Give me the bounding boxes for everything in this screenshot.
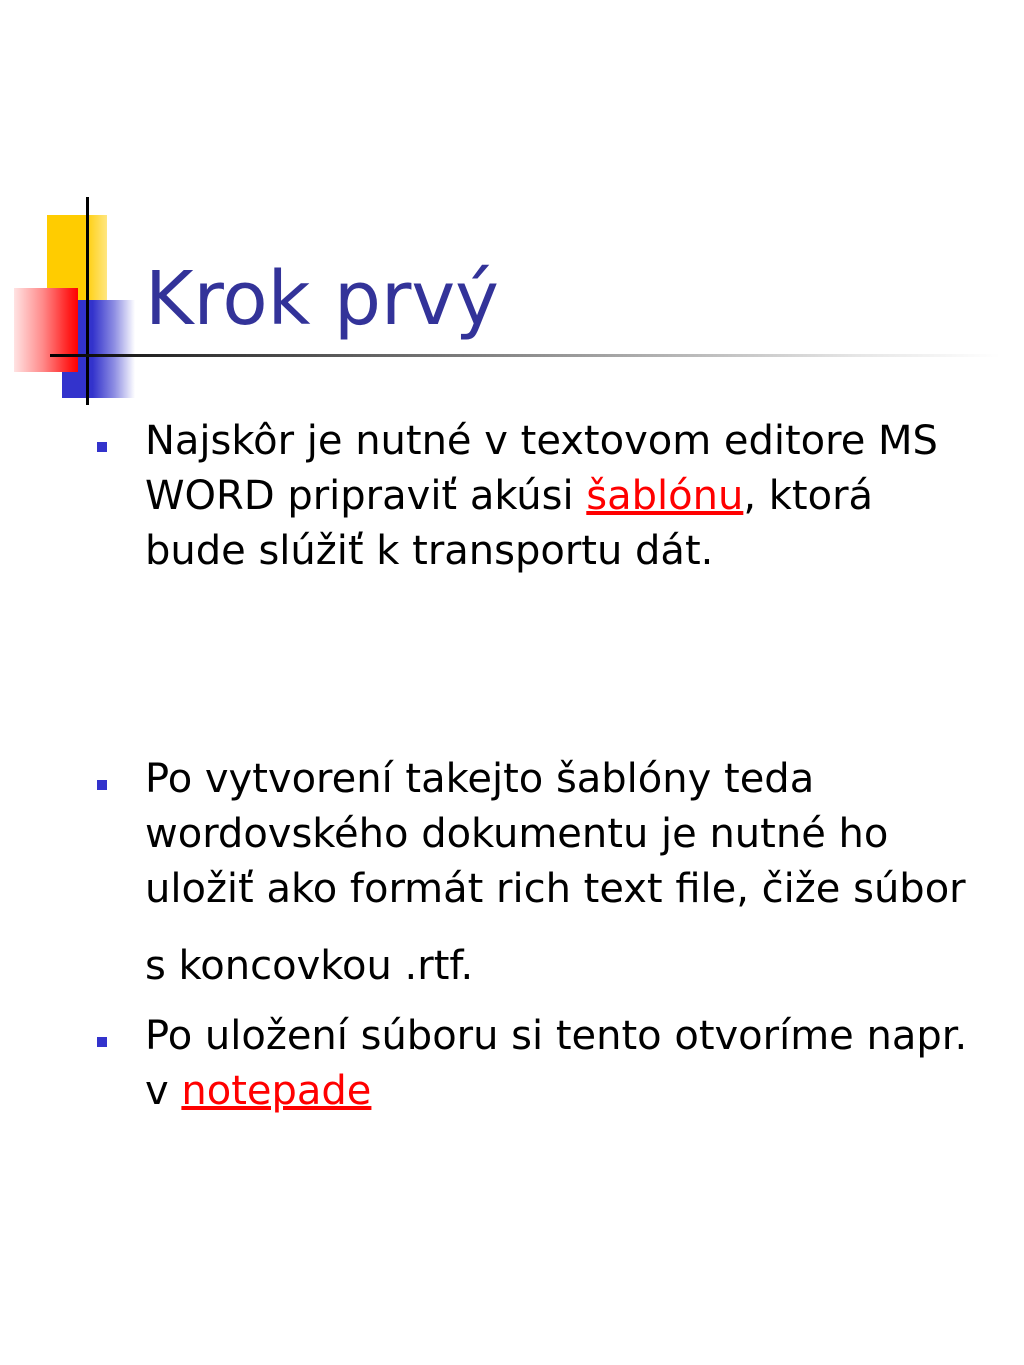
bullet-2-line-4: s koncovkou .rtf.: [145, 943, 474, 989]
bullet-item-1: [145, 414, 938, 579]
bullet-1-line-2: [145, 469, 938, 524]
square-bullet-icon: [97, 1037, 107, 1047]
bullet-1-line-2-text-after: , ktorá: [743, 473, 874, 519]
square-bullet-icon: [97, 780, 107, 790]
vertical-divider-line: [86, 197, 89, 405]
slide-title: Krok prvý: [145, 256, 499, 342]
bullet-3-line-1: Po uložení súboru si tento otvoríme napr.: [145, 1013, 968, 1059]
link-sablonu[interactable]: šablónu: [586, 473, 744, 519]
bullet-1-line-3: bude slúžiť k transportu dát.: [145, 528, 714, 574]
bullet-1-line-2-text-before: WORD pripraviť akúsi: [145, 473, 587, 519]
link-notepade[interactable]: notepade: [181, 1068, 372, 1114]
square-bullet-icon: [97, 442, 107, 452]
bullet-3-line-2: [145, 1064, 967, 1119]
bullet-1-line-1: Najskôr je nutné v textovom editore MS: [145, 418, 938, 464]
bullet-item-3: [145, 1009, 967, 1119]
bullet-2-line-1: Po vytvorení takejto šablóny teda: [145, 756, 815, 802]
title-underline-divider: [50, 354, 1000, 357]
bullet-3-line-2-text-before: v: [145, 1068, 182, 1114]
bullet-2-line-3: uložiť ako formát rich text file, čiže súbor: [145, 866, 966, 912]
bullet-2-line-2: wordovského dokumentu je nutné ho: [145, 811, 889, 857]
red-square-decor: [14, 288, 78, 372]
bullet-item-2: [145, 752, 966, 994]
